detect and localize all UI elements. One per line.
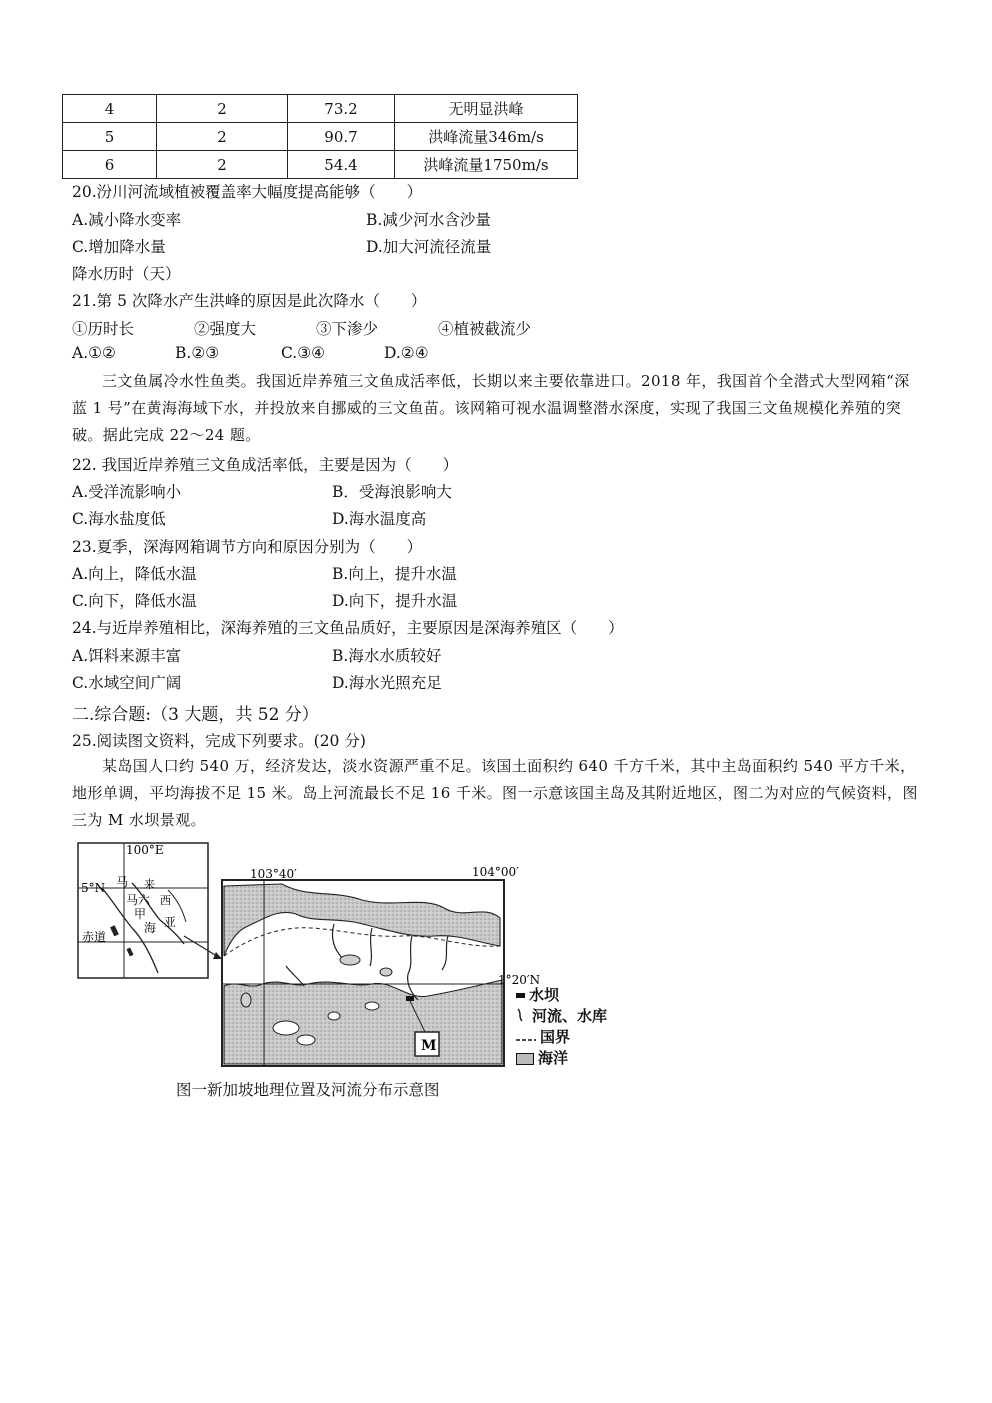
legend-border — [516, 1026, 570, 1047]
option-b: B.②③ — [175, 344, 220, 362]
legend-ocean-label: 海洋 — [538, 1049, 569, 1067]
table-row — [63, 151, 578, 179]
table-cell: 2 — [157, 123, 288, 151]
table-cell: 无明显洪峰 — [395, 95, 578, 123]
legend-river-label: 河流、水库 — [532, 1007, 608, 1025]
option-d: D.加大河流径流量 — [366, 238, 492, 256]
reading-passage-island: 某岛国人口约 540 万，经济发达，淡水资源严重不足。该国土面积约 640 千方千米，其中主岛面积约 540 平方千米，地形单调，平均海拔不足 15 米。岛上河流最长不足 16 千米。图一示意该国主岛及其附近地区，图二为对应的气候资料，图三为 M 水坝景观。 — [72, 757, 918, 829]
table-cell: 洪峰流量346m/s — [395, 123, 578, 151]
question-20-stem: 20.汾川河流域植被覆盖率大幅度提高能够（ ） — [72, 183, 423, 201]
option-a: A.受洋流影响小 — [72, 483, 182, 501]
main-map — [222, 880, 504, 1066]
option-c: C.③④ — [281, 344, 326, 362]
figure-caption: 图一新加坡地理位置及河流分布示意图 — [176, 1081, 440, 1099]
option-c: C.增加降水量 — [72, 238, 166, 256]
ocean-symbol-icon — [516, 1053, 534, 1065]
dam-symbol-icon — [516, 993, 525, 998]
table-row — [63, 123, 578, 151]
inset-latitude-label: 5°N — [81, 881, 106, 895]
inset-malaysia-label-2: 来 — [144, 878, 155, 891]
map-latitude-label: 1°20′N — [498, 973, 541, 987]
table-cell: 6 — [63, 151, 157, 179]
option-b: B.向上，提升水温 — [332, 565, 457, 583]
inset-malaysia-label-4: 亚 — [164, 915, 177, 929]
inset-strait-label-3: 海 — [144, 921, 157, 935]
option-a: A.向上，降低水温 — [72, 565, 197, 583]
section-heading: 二.综合题:（3 大题，共 52 分） — [72, 705, 319, 725]
inset-strait-label-2: 甲 — [134, 907, 147, 921]
option-c: C.海水盐度低 — [72, 510, 166, 528]
table-row — [63, 95, 578, 123]
legend-dam — [516, 984, 559, 1005]
inset-malaysia-label-3: 西 — [160, 894, 171, 907]
option-d: D.海水温度高 — [332, 510, 427, 528]
option-d: D.向下，提升水温 — [332, 592, 458, 610]
river-symbol-icon — [516, 1008, 528, 1026]
table-cell: 5 — [63, 123, 157, 151]
map-longitude-left: 103°40′ — [250, 867, 297, 881]
option-a: A.减小降水变率 — [72, 211, 182, 229]
legend-river — [516, 1005, 607, 1026]
inset-strait-label-1: 马六 — [126, 893, 151, 907]
option-b: B.减少河水含沙量 — [366, 211, 491, 229]
question-22-stem: 22. 我国近岸养殖三文鱼成活率低，主要是因为（ ） — [72, 456, 459, 474]
statement-3: ③下渗少 — [316, 320, 379, 338]
option-d: D.海水光照充足 — [332, 674, 442, 692]
option-c: C.水域空间广阔 — [72, 674, 182, 692]
map-longitude-right: 104°00′ — [472, 865, 519, 879]
question-23-stem: 23.夏季，深海网箱调节方向和原因分别为（ ） — [72, 538, 423, 556]
table-cell: 54.4 — [288, 151, 395, 179]
legend-border-label: 国界 — [540, 1028, 571, 1046]
inset-equator-label: 赤道 — [82, 930, 107, 944]
option-a: A.①② — [72, 344, 116, 362]
table-cell: 2 — [157, 95, 288, 123]
table-cell: 2 — [157, 151, 288, 179]
inset-malaysia-label-1: 马 — [116, 875, 129, 889]
question-24-stem: 24.与近岸养殖相比，深海养殖的三文鱼品质好，主要原因是深海养殖区（ ） — [72, 619, 624, 637]
option-b: B．受海浪影响大 — [332, 483, 452, 501]
statement-2: ②强度大 — [194, 320, 257, 338]
statement-4: ④植被截流少 — [438, 320, 532, 338]
option-b: B.海水水质较好 — [332, 647, 442, 665]
dam-m-label: M — [421, 1038, 437, 1054]
table-cell: 4 — [63, 95, 157, 123]
reading-passage-salmon: 三文鱼属冷水性鱼类。我国近岸养殖三文鱼成活率低，长期以来主要依靠进口。2018 年，我国首个全潜式大型网箱“深蓝 1 号”在黄海海域下水，并投放来自挪威的三文鱼苗。该网箱可视水温调整潜水深度，实现了我国三文鱼规模化养殖的突破。据此完成 22～24 题。 — [72, 372, 910, 444]
legend-ocean — [516, 1047, 568, 1068]
inset-map — [78, 843, 222, 978]
statement-1: ①历时长 — [72, 320, 135, 338]
table-cell: 90.7 — [288, 123, 395, 151]
table-cell: 73.2 — [288, 95, 395, 123]
option-c: C.向下，降低水温 — [72, 592, 197, 610]
table-cell: 洪峰流量1750m/s — [395, 151, 578, 179]
border-symbol-icon — [516, 1029, 536, 1047]
inset-longitude-label: 100°E — [126, 843, 164, 857]
question-25-stem: 25.阅读图文资料，完成下列要求。(20 分) — [72, 732, 366, 750]
question-21-stem: 21.第 5 次降水产生洪峰的原因是此次降水（ ） — [72, 292, 427, 310]
rainfall-table — [62, 94, 578, 179]
option-d: D.②④ — [384, 344, 429, 362]
option-a: A.饵料来源丰富 — [72, 647, 182, 665]
stray-axis-label: 降水历时（天） — [72, 265, 181, 283]
legend-dam-label: 水坝 — [529, 986, 560, 1004]
